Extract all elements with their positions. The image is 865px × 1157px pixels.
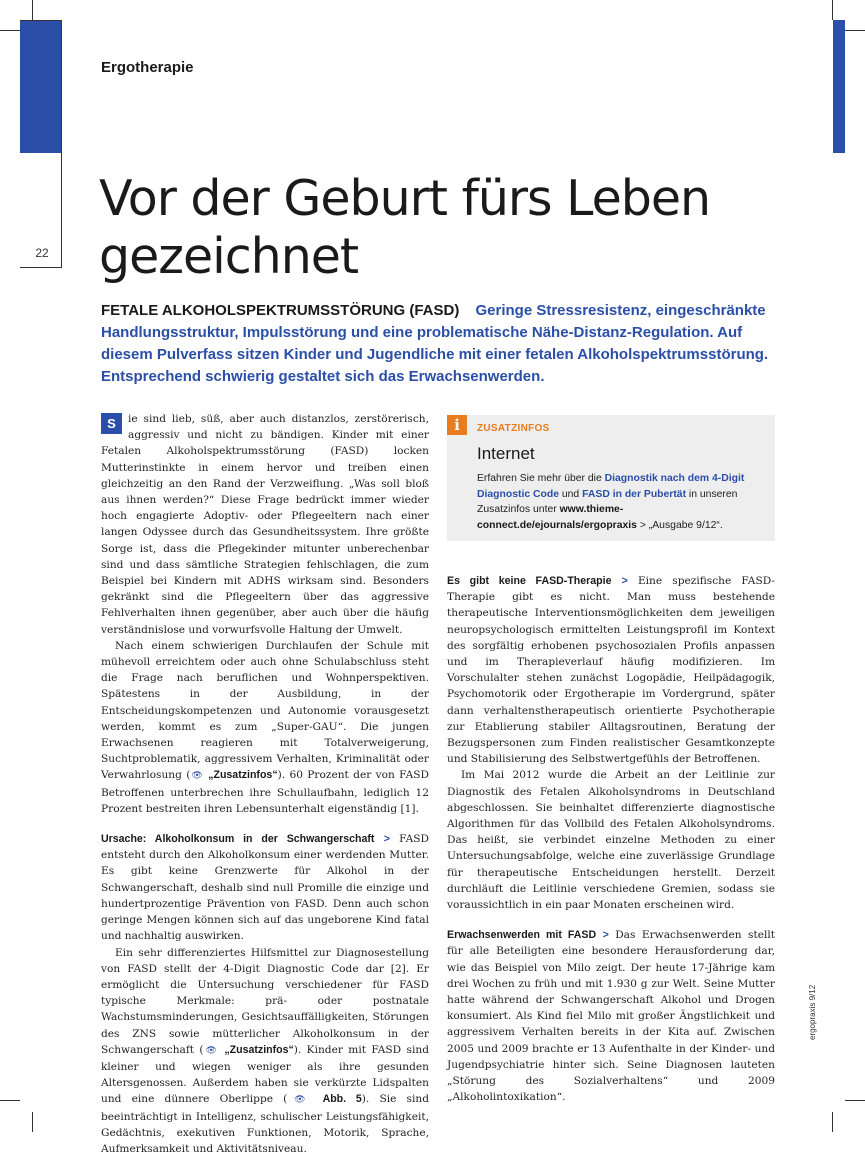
infobox-text-part: > „Ausgabe 9/12“. bbox=[637, 520, 723, 531]
arrow-icon: > bbox=[384, 833, 390, 845]
crop-mark bbox=[832, 1112, 833, 1132]
zusatzinfos-reference[interactable]: „Zusatzinfos“ bbox=[224, 1044, 293, 1056]
article-title bbox=[99, 170, 799, 286]
crop-mark bbox=[32, 0, 33, 20]
link-4-digit-code[interactable]: Diagnostik nach dem 4-Digit Diagnostic Code bbox=[477, 473, 744, 500]
section-label: Ergotherapie bbox=[101, 59, 194, 76]
page-number: 22 bbox=[22, 246, 62, 260]
arrow-icon: > bbox=[603, 929, 609, 941]
zusatzinfos-reference[interactable]: „Zusatzinfos“ bbox=[208, 769, 277, 781]
link-fasd-pubertaet[interactable]: FASD in der Pubertät bbox=[582, 489, 686, 500]
subheading: Es gibt keine FASD-Therapie bbox=[447, 575, 612, 587]
subheading: Erwachsenwerden mit FASD bbox=[447, 929, 596, 941]
crop-mark bbox=[845, 30, 865, 31]
paragraph-text: Eine spezifische FASD-Therapie gibt es nicht. Man muss bestehende therapeutische Interventionsmöglichkeiten dem jeweiligen neuropsychologisch ermittelten Leistungsprofil im Kontext des sorgfältig erhobenen psychosozialen Profils anpassen und im Therapieverlauf häufig modifizieren. Im Vorschulalter stehen zunächst Logopädie, Heilpädagogik, Psychomotorik oder Ergotherapie im Vordergrund, später dann verhaltenstherapeutisch orientierte Psychotherapie zur Etablierung stabiler Alltagsroutinen, Beratung der Bezugspersonen zum Finden realistischer Gesamtkonzepte und Stabilisierung des Selbstwertgefühls der Betroffenen. bbox=[447, 575, 775, 765]
page-number-box bbox=[20, 20, 62, 268]
paragraph-text: Im Mai 2012 wurde die Arbeit an der Leitlinie zur Diagnostik des Fetalen Alkoholsyndroms in Deutschland abgeschlossen. Sie beinhaltet differenzierte diagnostische Algorithmen für das Vollbild des Fetalen Alkoholsyndroms. Das heißt, sie verbindet einzelne Methoden zu einer Untersuchungsabfolge, welche eine zuverlässige Grundlage für therapeutische Entscheidungen herstellt. Derzeit durchläuft die Leitlinie verschiedene Gremien, sodass sie voraussichtlich in ein paar Monaten erscheinen wird. bbox=[447, 769, 775, 911]
infobox-text-part: und bbox=[559, 489, 582, 500]
article-lead bbox=[101, 300, 791, 388]
arrow-icon: > bbox=[622, 575, 628, 587]
eye-icon: 👁 bbox=[287, 1095, 312, 1105]
infobox-text-part: Erfahren Sie mehr über die bbox=[477, 473, 605, 484]
paragraph bbox=[101, 945, 429, 1157]
paragraph-text: Das Erwachsenwerden stellt für alle Beteiligten eine besondere Herausforderung dar, wie das Beispiel von Milo zeigt. Der heute 17-Jährige kam drei Wochen zu früh und mit 1.930 g zur Welt. Seine Mutter hatte während der Schwangerschaft Alkohol und Drogen konsumiert. Als Kind fiel Milo mit großer Ängstlichkeit und aggressivem Verhalten bereits in der Kita auf. Zwischen 2005 und 2009 brachte er 13 Aufenthalte in der Kinder- und Jugendpsychiatrie hinter sich. Seine Diagnosen lauteten „Störung des Sozialverhaltens“ und 2009 „Alkoholintoxikation“. bbox=[447, 929, 775, 1103]
eye-icon: 👁 bbox=[204, 1046, 219, 1056]
eye-icon: 👁 bbox=[190, 771, 203, 781]
crop-mark bbox=[832, 0, 833, 20]
paragraph bbox=[101, 411, 429, 638]
paragraph-text: ). Kinder mit FASD sind kleiner und wiegen weniger als ihre gesunden Altersgenossen. Außerdem haben sie verkürzte Lidspalten und eine dünnere Oberlippe ( bbox=[101, 1044, 429, 1106]
subheading: Ursache: Alkoholkonsum in der Schwangerschaft bbox=[101, 833, 374, 845]
title-line-1: Vor der Geburt fürs Leben bbox=[99, 170, 710, 227]
infobox-label: ZUSATZINFOS bbox=[477, 423, 550, 434]
crop-mark bbox=[0, 30, 20, 31]
paragraph bbox=[447, 927, 775, 1105]
paragraph bbox=[101, 638, 429, 817]
journal-side-note: ergopraxis 9/12 bbox=[808, 985, 817, 1040]
lead-text: Geringe Stressresistenz, eingeschränkte Handlungsstruktur, Impulsstörung und eine problematische Nähe-Distanz-Regulation. Auf diesem Pulverfass sitzen Kinder und Jugendliche mit einer fetalen Alkoholspektrumsstörung. Entsprechend schwierig gestaltet sich das Erwachsenwerden. bbox=[101, 302, 768, 385]
drop-cap: S bbox=[101, 413, 122, 434]
zusatzinfos-box bbox=[447, 415, 775, 541]
infobox-title: Internet bbox=[477, 444, 535, 464]
paragraph-text: Ein sehr differenziertes Hilfsmittel zur Diagnosestellung von FASD stellt der 4-Digit Diagnostic Code dar [2]. Er ermöglicht die Untersuchung verschiedener für FASD typische Merkmale: prä- oder postnatale Wachstumsminderungen, Gesichtsauffälligkeiten, Störungen des ZNS sowie mütterlicher Alkoholkonsum in der Schwangerschaft ( bbox=[101, 947, 429, 1056]
right-column bbox=[447, 573, 775, 1106]
paragraph bbox=[447, 573, 775, 767]
paragraph-text: ). 60 Prozent der von FASD Betroffenen unterbrechen ihre Schullaufbahn, lediglich 12 Prozent bestreiten ihren Lebensunterhalt eigenständig [1]. bbox=[101, 769, 429, 814]
title-line-2: gezeichnet bbox=[99, 228, 358, 285]
right-accent-bar bbox=[833, 20, 845, 153]
crop-mark bbox=[0, 1100, 20, 1101]
figure-reference[interactable]: Abb. 5 bbox=[323, 1093, 362, 1105]
paragraph-text: ie sind lieb, süß, aber auch distanzlos, zerstörerisch, aggressiv und nicht zu bändigen. Kinder mit einer Fetalen Alkoholspektrumsstörung (FASD) locken Mutterinstinkte in einem hervor und treiben einen gleichzeitig an den Rand der Verzweiflung. „Was soll bloß aus ihnen werden?“ Diese Frage bedrückt immer wieder hoch engagierte Adoptiv- oder Pflegeeltern nach einer langen Odyssee durch das Gesundheitssystem. Ihre größte Sorge ist, dass die Pflegekinder mitunter unberechenbar sind und dass sämtliche Strategien fehlschlagen, die zum Beispiel bei Kindern mit ADHS wirksam sind. Besonders gekränkt sind die Pflegeeltern über das aggressive Fehlverhalten ihnen gegenüber, aber auch über die häufig verständnislose und vorwurfsvolle Haltung der Umwelt. bbox=[101, 413, 429, 636]
paragraph-text: Nach einem schwierigen Durchlaufen der Schule mit mühevoll erreichtem oder auch ohne Schulabschluss steht die Frage nach beruflichen und Wohnperspektiven. Spätestens in der Ausbildung, in der Entscheidungskompetenzen und Autonomie vorausgesetzt werden, kommt es zum „Super-GAU“. Die jungen Erwachsenen reagieren mit Totalverweigerung, Suchtproblematik, aggressivem Verhalten, Kriminalität oder Verwahrlosung ( bbox=[101, 640, 429, 782]
url-text[interactable]: www.thieme-connect.de/ejournals/ergopraxis bbox=[477, 504, 637, 531]
paragraph bbox=[447, 767, 775, 913]
infobox-text bbox=[477, 471, 763, 533]
info-icon: i bbox=[447, 415, 467, 435]
left-column bbox=[101, 411, 429, 1157]
infobox-text-part: in unseren Zusatzinfos unter bbox=[477, 489, 737, 516]
lead-kicker: FETALE ALKOHOLSPEKTRUMSSTÖRUNG (FASD) bbox=[101, 302, 459, 319]
crop-mark bbox=[845, 1100, 865, 1101]
crop-mark bbox=[32, 1112, 33, 1132]
paragraph bbox=[101, 831, 429, 944]
paragraph-text: FASD entsteht durch den Alkoholkonsum einer werdenden Mutter. Es gibt keine Grenzwerte für Alkohol in der Schwangerschaft, deshalb sind null Promille die einzige und hundertprozentige Prävention von FASD. Denn auch schon geringe Mengen können sich auf das ungeborene Kind fatal und nachhaltig auswirken. bbox=[101, 833, 429, 942]
paragraph-text: ). Sie sind beeinträchtigt in Intelligenz, schulischer Leistungsfähigkeit, Gedächtnis, exekutiven Funktionen, Motorik, Sprache, Aufmerksamkeit und Aktivitätsniveau. bbox=[101, 1093, 429, 1155]
